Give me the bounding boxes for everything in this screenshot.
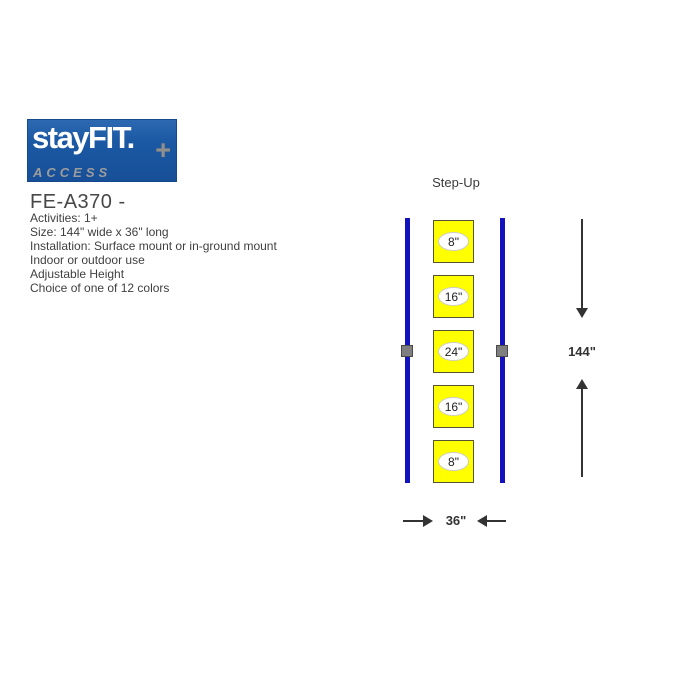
product-specs (30, 211, 277, 295)
brand-subtitle: ACCESS (33, 165, 112, 180)
arrow-right-icon (423, 515, 433, 527)
brand-logo (27, 119, 177, 182)
step-size-badge-2: 16" (438, 287, 469, 306)
spec-line-indoor: Indoor or outdoor use (30, 253, 145, 267)
height-dimension-label: 144" (568, 344, 596, 359)
width-dimension-label: 36" (445, 513, 467, 528)
height-dimension-line-bottom (581, 389, 583, 477)
step-platform-5 (433, 440, 474, 483)
step-size-badge-5: 8" (438, 452, 469, 471)
step-platform-4 (433, 385, 474, 428)
step-size-badge-3: 24" (438, 342, 469, 361)
arrow-up-icon (576, 379, 588, 389)
spec-line-size: Size: 144" wide x 36" long (30, 225, 169, 239)
clamp-left (401, 345, 413, 357)
plus-icon: + (155, 135, 171, 165)
step-size-badge-4: 16" (438, 397, 469, 416)
step-size-badge-1: 8" (438, 232, 469, 251)
clamp-right (496, 345, 508, 357)
brand-wordmark: stayFIT. (32, 120, 134, 155)
spec-line-activities: Activities: 1+ (30, 211, 98, 225)
product-model-title: FE-A370 - (30, 191, 126, 213)
arrow-down-icon (576, 308, 588, 318)
arrow-left-icon (477, 515, 487, 527)
width-dimension-line-right (487, 520, 506, 522)
step-platform-1 (433, 220, 474, 263)
width-dimension-line-left (403, 520, 424, 522)
spec-line-installation: Installation: Surface mount or in-ground mount (30, 239, 277, 253)
spec-line-adjustable: Adjustable Height (30, 267, 125, 281)
height-dimension-line-top (581, 219, 583, 309)
diagram-title: Step-Up (432, 175, 480, 190)
step-platform-3 (433, 330, 474, 373)
spec-line-colors: Choice of one of 12 colors (30, 281, 170, 295)
step-platform-2 (433, 275, 474, 318)
